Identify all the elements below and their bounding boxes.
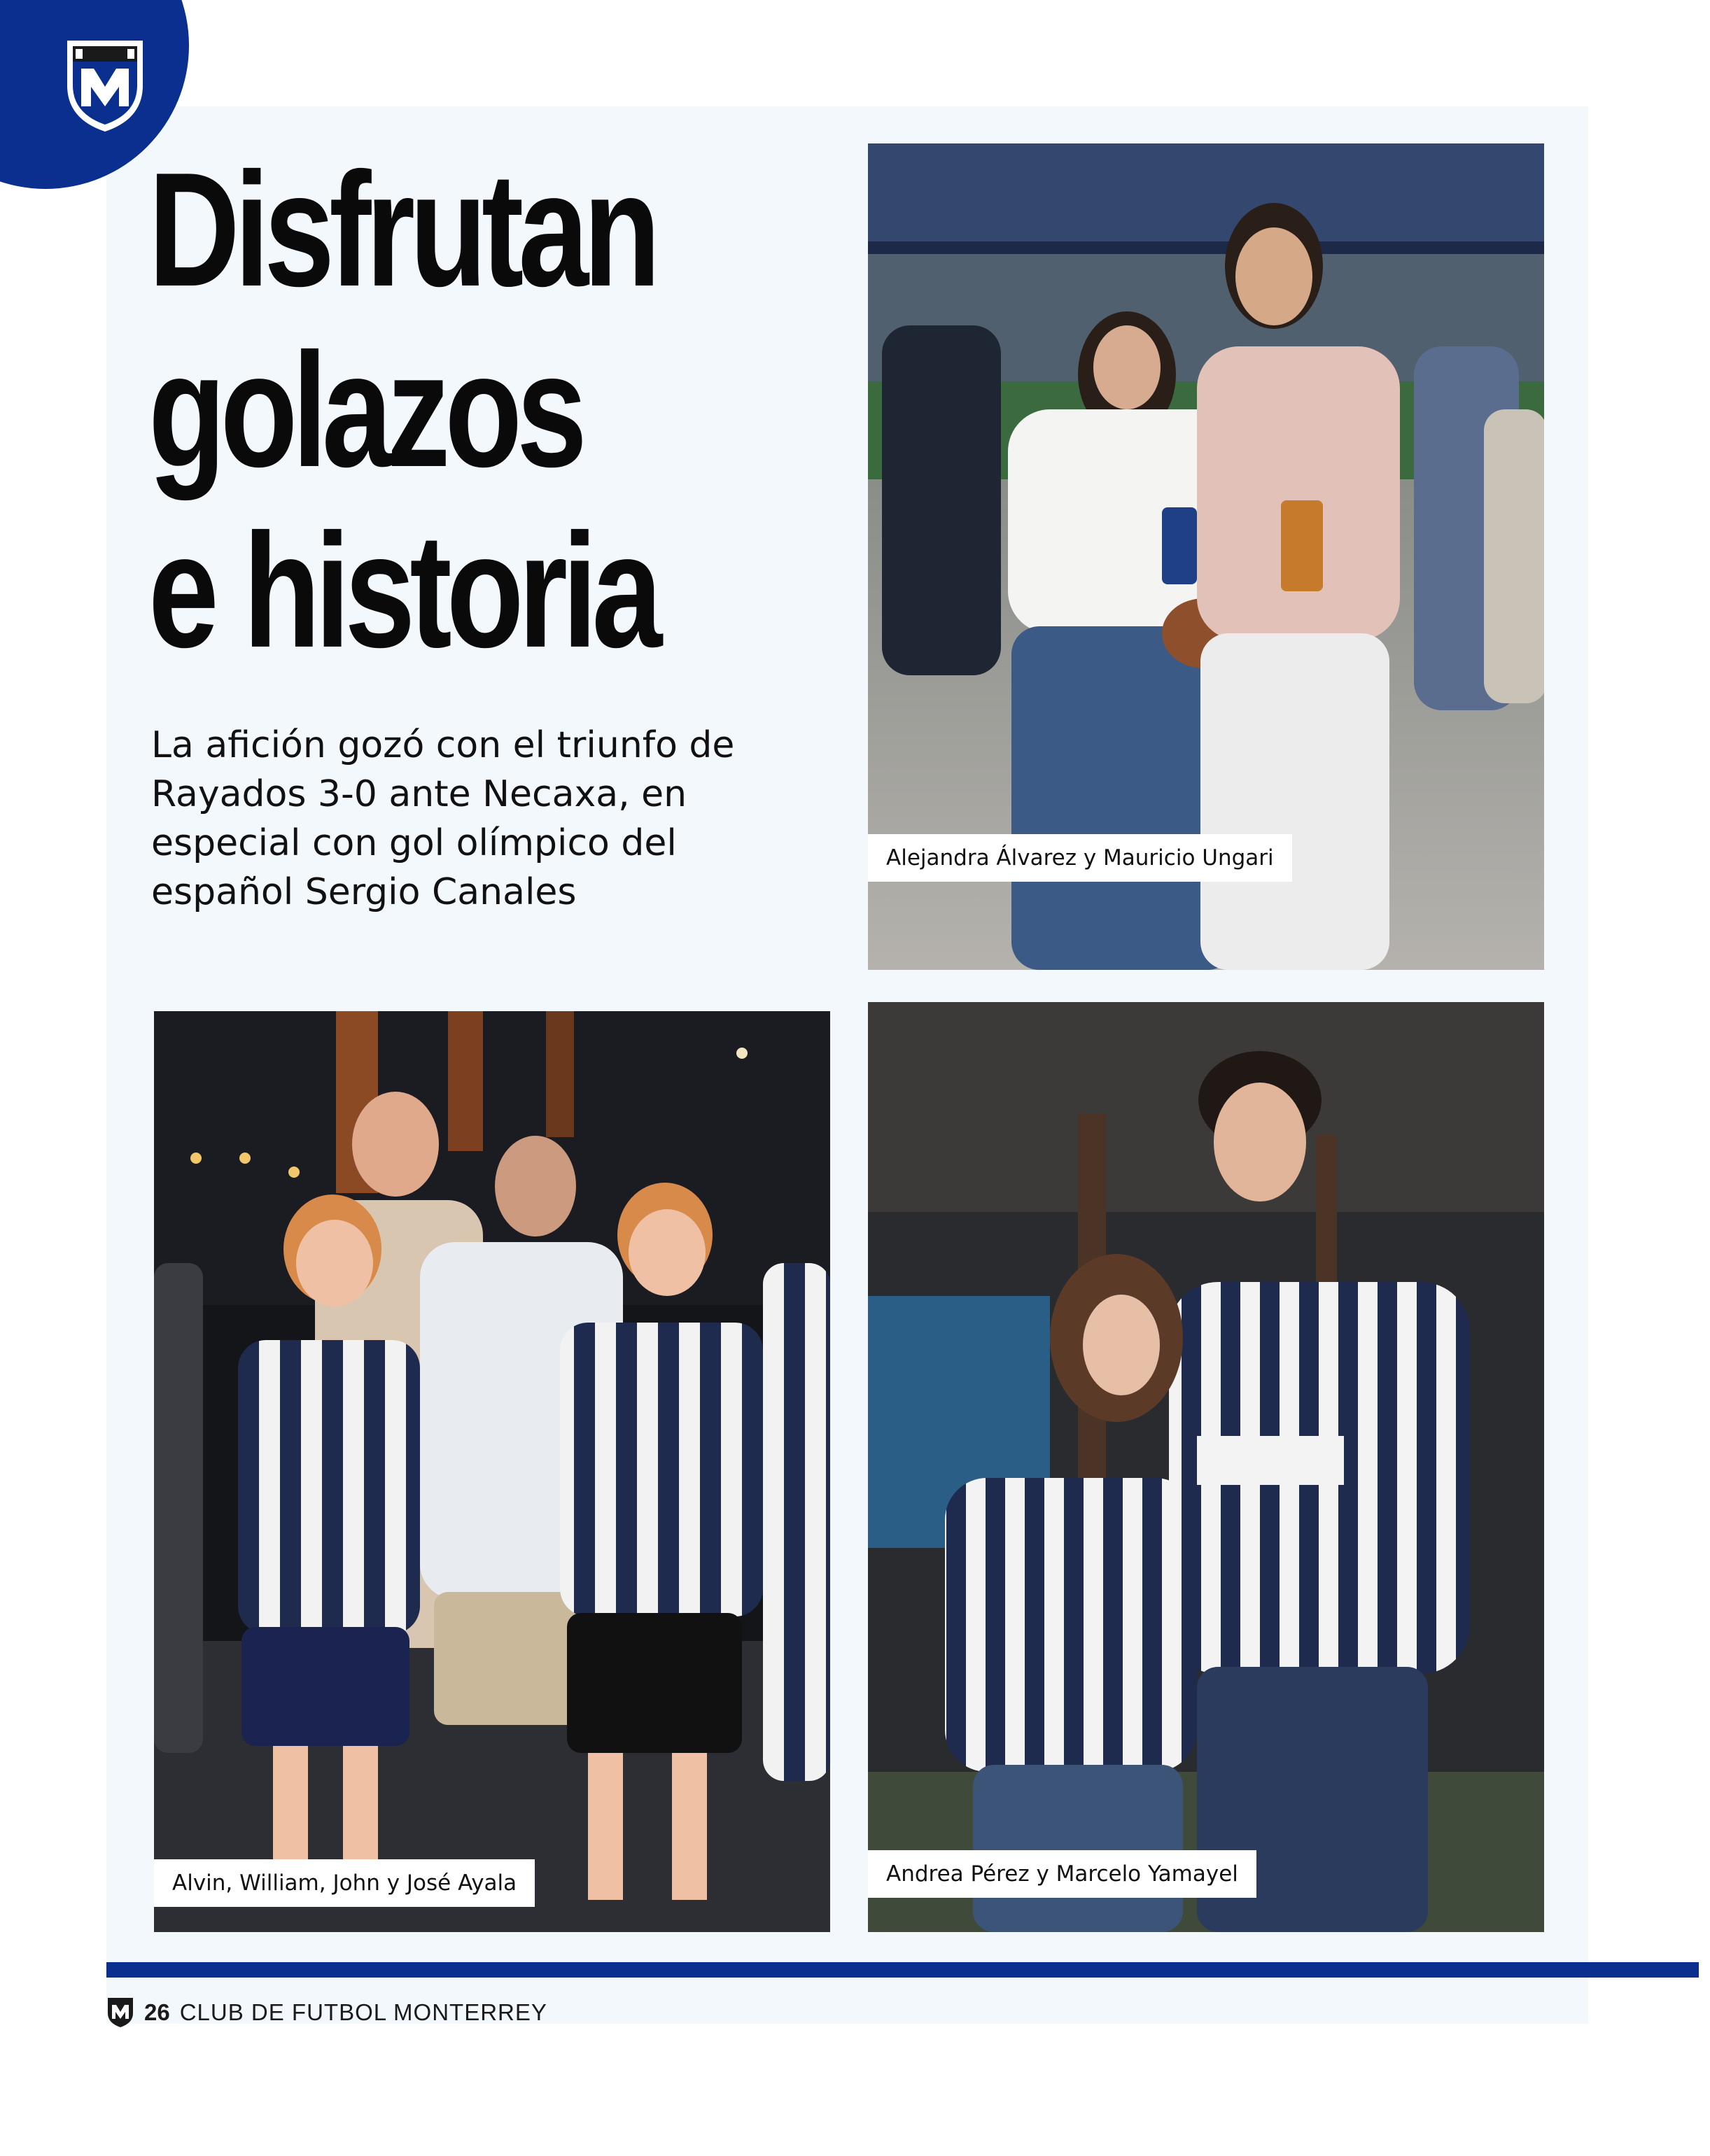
monterrey-crest-icon	[106, 1996, 134, 2029]
photo-caption: Andrea Pérez y Marcelo Yamayel	[868, 1850, 1256, 1898]
publication-name: CLUB DE FUTBOL MONTERREY	[179, 1999, 547, 2025]
footer-rule	[106, 1962, 1699, 1978]
photo-caption: Alejandra Álvarez y Mauricio Ungari	[868, 834, 1292, 882]
photo-couple-jerseys-image	[868, 1002, 1544, 1932]
page-number: 26	[144, 1999, 170, 2025]
article-dek: La afición gozó con el triunfo de Rayados 3-0 ante Necaxa, en especial con gol olímpico del español Sergio Canales	[151, 724, 735, 913]
photo-caption: Alvin, William, John y José Ayala	[154, 1859, 535, 1907]
headline-line-3: e historia	[148, 500, 657, 682]
photo-family-image	[154, 1011, 830, 1932]
photo-couple-jerseys	[868, 1002, 1544, 1932]
photo-couple-stadium	[868, 143, 1544, 970]
page-footer	[106, 1996, 547, 2029]
headline-line-2: golazos	[148, 320, 582, 501]
headline-line-1: Disfrutan	[148, 139, 656, 320]
monterrey-crest-icon	[62, 36, 148, 134]
photo-family	[154, 1011, 830, 1932]
headline	[148, 139, 657, 682]
